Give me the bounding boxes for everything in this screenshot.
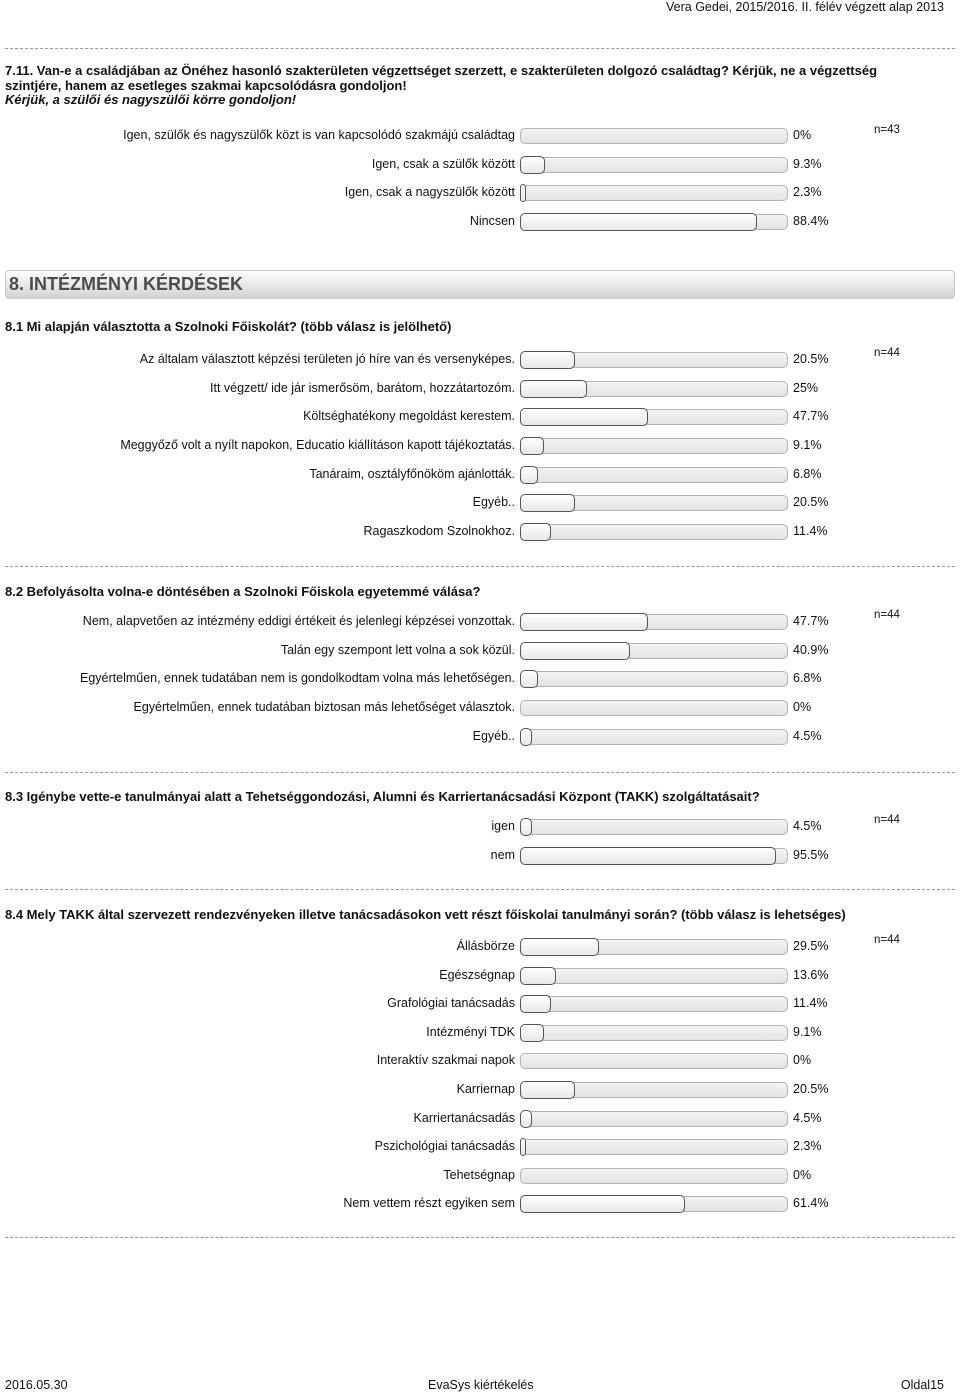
bar-value-label: 4.5% bbox=[793, 728, 822, 743]
bar-label: Ragaszkodom Szolnokhoz. bbox=[363, 524, 515, 539]
bar-value-label: 0% bbox=[793, 1167, 812, 1182]
bar-label: Egyértelműen, ennek tudatában biztosan más lehetőséget választok. bbox=[133, 700, 515, 714]
sample-size: n=43 bbox=[874, 124, 900, 136]
bar-value-label: 11.4% bbox=[793, 996, 828, 1011]
bar-value-label: 4.5% bbox=[793, 1110, 822, 1125]
bar-label: Egészségnap bbox=[439, 967, 515, 982]
bar bbox=[520, 613, 648, 631]
bar bbox=[520, 995, 551, 1013]
question-title-line: 8.2 Befolyásolta volna-e döntésében a Szolnoki Főiskola egyetemmé válása? bbox=[5, 584, 481, 599]
bar-track bbox=[520, 438, 788, 454]
bar-value-label: 40.9% bbox=[793, 642, 829, 657]
bar bbox=[520, 523, 551, 541]
bar-label: Igen, csak a nagyszülők között bbox=[344, 185, 515, 200]
question-title-line: 7.11. Van-e a családjában az Önéhez hasonló szakterületen végzettséget szerzett, e szakterületen dolgozó családtag? Kérjük, ne a végzettség bbox=[5, 63, 878, 78]
bar bbox=[520, 1138, 526, 1156]
bar bbox=[520, 184, 526, 202]
divider bbox=[5, 889, 955, 890]
bar-value-label: 47.7% bbox=[793, 409, 829, 424]
bar bbox=[520, 847, 776, 865]
bar-track bbox=[520, 996, 788, 1012]
bar-track bbox=[520, 1025, 788, 1041]
bar-label: Talán egy szempont lett volna a sok közül. bbox=[280, 642, 515, 657]
divider bbox=[5, 772, 955, 773]
sample-size: n=44 bbox=[874, 609, 900, 621]
footer-page: Oldal15 bbox=[900, 1378, 944, 1392]
sample-size: n=44 bbox=[874, 934, 900, 946]
bar-label: Tehetségnap bbox=[443, 1167, 515, 1182]
question-title-line: 8.1 Mi alapján választotta a Szolnoki Főiskolát? (több válasz is jelölhető) bbox=[5, 319, 452, 334]
bar bbox=[520, 1081, 575, 1099]
bar-value-label: 0% bbox=[793, 1053, 812, 1068]
question-title-line: szintjére, hanem az esetleges szakmai kapcsolódásra gondoljon! bbox=[5, 77, 407, 93]
question-title-line: 8.3 Igénybe vette-e tanulmányai alatt a Tehetséggondozási, Alumni és Karriertanácsadási Központ (TAKK) szolgáltatásait? bbox=[5, 789, 760, 804]
bar bbox=[520, 967, 556, 985]
bar bbox=[520, 466, 538, 484]
bar-value-label: 6.8% bbox=[793, 466, 822, 481]
bar-label: Interaktív szakmai napok bbox=[376, 1053, 515, 1068]
sample-size: n=44 bbox=[874, 814, 900, 826]
bar-value-label: 29.5% bbox=[793, 939, 829, 953]
footer-date: 2016.05.30 bbox=[5, 1378, 68, 1392]
bar-track bbox=[520, 671, 788, 687]
bar-track bbox=[520, 128, 788, 144]
bar bbox=[520, 351, 575, 369]
bar bbox=[520, 938, 599, 956]
page-header: Vera Gedei, 2015/2016. II. félév végzett alap 2013 bbox=[666, 0, 944, 14]
bar-track bbox=[520, 968, 788, 984]
divider bbox=[5, 48, 955, 49]
question-title bbox=[5, 908, 955, 923]
bar-value-label: 9.1% bbox=[793, 1024, 822, 1039]
bar-track bbox=[520, 157, 788, 173]
bar-track bbox=[520, 1053, 788, 1069]
divider bbox=[5, 566, 955, 567]
bar-value-label: 20.5% bbox=[793, 495, 829, 510]
bar-value-label: 2.3% bbox=[793, 1139, 822, 1154]
bar-value-label: 0% bbox=[793, 700, 812, 714]
bar bbox=[520, 670, 538, 688]
bar bbox=[520, 380, 587, 398]
bar-label: nem bbox=[490, 847, 515, 862]
bar bbox=[520, 437, 544, 455]
bar bbox=[520, 642, 630, 660]
bar-track bbox=[520, 1111, 788, 1127]
bar bbox=[520, 1195, 685, 1213]
bar-value-label: 2.3% bbox=[793, 185, 822, 200]
bar-value-label: 11.4% bbox=[793, 524, 828, 539]
sample-size: n=44 bbox=[874, 347, 900, 359]
section-header bbox=[5, 270, 955, 299]
bar-track bbox=[520, 1139, 788, 1155]
bar-label: Egyéb.. bbox=[472, 495, 515, 510]
bar-track bbox=[520, 1168, 788, 1184]
bar-label: Igen, csak a szülők között bbox=[371, 156, 515, 171]
bar-label: Költséghatékony megoldást kerestem. bbox=[303, 409, 515, 424]
bar-value-label: 61.4% bbox=[793, 1196, 829, 1211]
bar-label: Tanáraim, osztályfőnököm ajánlották. bbox=[309, 466, 515, 481]
question-title-line: Kérjük, a szülői és nagyszülői körre gondoljon! bbox=[5, 92, 297, 107]
divider bbox=[5, 1237, 955, 1238]
bar-label: Grafológiai tanácsadás bbox=[387, 996, 515, 1011]
question-title-line: 8.4 Mely TAKK által szervezett rendezvényeken illetve tanácsadásokon vett részt főiskolai tanulmányi során? (több válasz is lehetséges) bbox=[5, 907, 846, 922]
bar-value-label: 20.5% bbox=[793, 352, 829, 366]
bar-label: Állásbörze bbox=[456, 939, 515, 953]
bar-value-label: 0% bbox=[793, 128, 812, 142]
bar bbox=[520, 818, 532, 836]
bar-label: Az általam választott képzési területen jó híre van és versenyképes. bbox=[139, 352, 515, 366]
bar-label: Igen, szülők és nagyszülők közt is van kapcsolódó szakmájú családtag bbox=[123, 128, 515, 142]
bar-value-label: 47.7% bbox=[793, 614, 829, 628]
bar-track bbox=[520, 819, 788, 835]
bar-value-label: 95.5% bbox=[793, 847, 829, 862]
bar-label: Karriertanácsadás bbox=[413, 1110, 515, 1125]
bar-track bbox=[520, 700, 788, 716]
bar-track bbox=[520, 467, 788, 483]
bar bbox=[520, 1024, 544, 1042]
bar-label: Karriernap bbox=[456, 1082, 515, 1096]
bar-value-label: 6.8% bbox=[793, 671, 822, 686]
question-title bbox=[5, 64, 955, 108]
bar-label: Intézményi TDK bbox=[426, 1024, 515, 1039]
bar bbox=[520, 213, 757, 231]
bar-value-label: 20.5% bbox=[793, 1082, 829, 1096]
bar-value-label: 13.6% bbox=[793, 967, 829, 982]
question-title bbox=[5, 320, 955, 335]
bar-value-label: 25% bbox=[793, 380, 819, 395]
question-title bbox=[5, 585, 955, 600]
bar-value-label: 4.5% bbox=[793, 819, 822, 833]
bar-label: Egyértelműen, ennek tudatában nem is gondolkodtam volna más lehetőségen. bbox=[79, 671, 515, 686]
bar-label: Pszichológiai tanácsadás bbox=[374, 1139, 515, 1154]
bar-track bbox=[520, 185, 788, 201]
bar-value-label: 88.4% bbox=[793, 214, 829, 228]
bar-label: Egyéb.. bbox=[472, 728, 515, 743]
bar bbox=[520, 1110, 532, 1128]
question-title bbox=[5, 790, 955, 805]
bar-label: Itt végzett/ ide jár ismerősöm, barátom, hozzátartozóm. bbox=[210, 380, 515, 395]
bar-track bbox=[520, 729, 788, 745]
bar-label: Nincsen bbox=[469, 214, 515, 228]
bar bbox=[520, 408, 648, 426]
bar-label: Meggyőző volt a nyílt napokon, Educatio kiállításon kapott tájékoztatás. bbox=[120, 438, 515, 452]
bar-label: Nem, alapvetően az intézmény eddigi értékeit és jelenlegi képzései vonzottak. bbox=[82, 614, 515, 628]
section-title: 8. INTÉZMÉNYI KÉRDÉSEK bbox=[9, 274, 244, 294]
bar-label: igen bbox=[491, 819, 515, 833]
bar-track bbox=[520, 524, 788, 540]
bar-value-label: 9.1% bbox=[793, 438, 822, 452]
bar bbox=[520, 156, 545, 174]
footer-center: EvaSys kiértékelés bbox=[428, 1378, 534, 1392]
bar bbox=[520, 728, 532, 746]
bar-label: Nem vettem részt egyiken sem bbox=[343, 1196, 515, 1211]
bar-value-label: 9.3% bbox=[793, 156, 822, 171]
bar bbox=[520, 494, 575, 512]
